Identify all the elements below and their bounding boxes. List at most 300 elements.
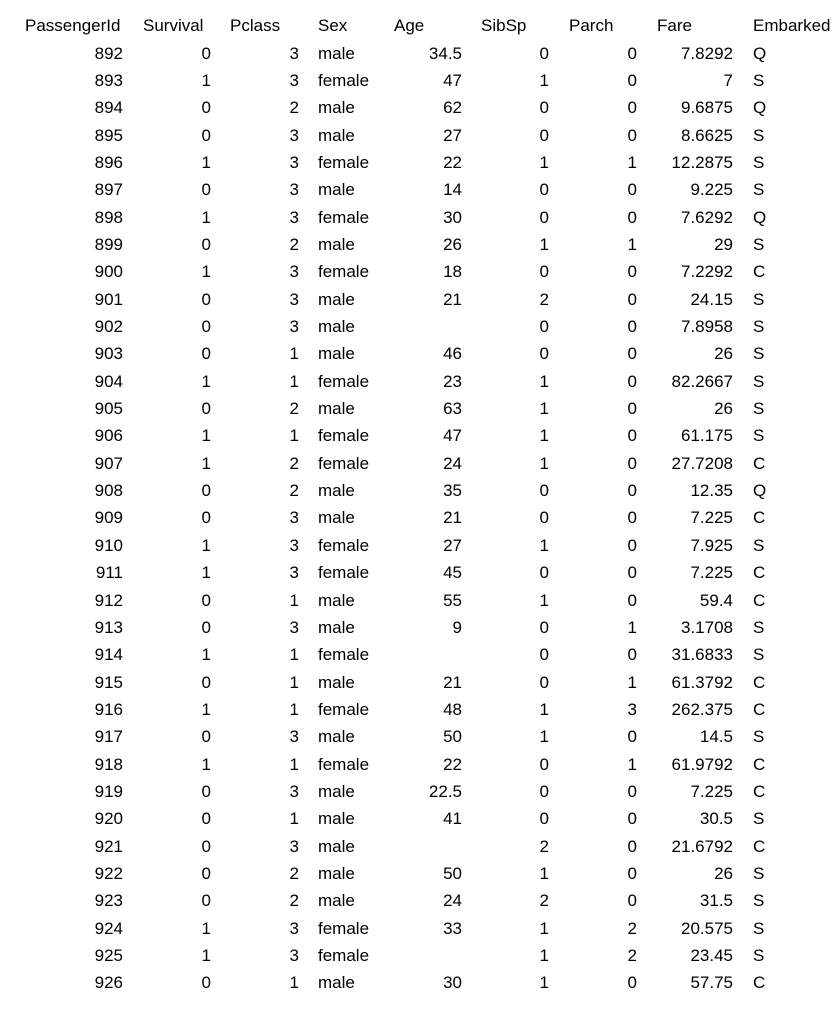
cell-pclass: 1 — [289, 973, 299, 993]
cell-embarked: C — [753, 836, 766, 856]
cell-passengerid: 892 — [94, 43, 123, 63]
cell-embarked: C — [753, 973, 766, 993]
header-parch: Parch — [569, 16, 614, 35]
cell-parch: 0 — [627, 289, 637, 309]
cell-sex: male — [318, 727, 355, 747]
cell-fare: 7.8958 — [681, 317, 733, 336]
cell-passengerid: 921 — [94, 836, 123, 856]
cell-sex: male — [318, 344, 355, 364]
table-row — [0, 751, 833, 778]
cell-fare: 26 — [714, 864, 733, 883]
cell-pclass: 3 — [289, 617, 299, 637]
cell-sibsp: 0 — [539, 262, 549, 282]
cell-embarked: S — [753, 344, 765, 364]
cell-fare: 26 — [714, 399, 733, 419]
cell-passengerid: 902 — [94, 317, 123, 336]
cell-parch: 0 — [627, 262, 637, 282]
cell-sibsp: 0 — [539, 754, 549, 774]
cell-pclass: 3 — [289, 508, 299, 528]
cell-passengerid: 914 — [94, 645, 123, 665]
cell-parch: 1 — [627, 672, 637, 692]
cell-fare: 7.8292 — [681, 43, 733, 63]
cell-age: 47 — [443, 70, 462, 90]
cell-age: 24 — [443, 453, 462, 473]
cell-embarked: C — [753, 754, 766, 774]
cell-sex: male — [318, 399, 355, 419]
cell-parch: 0 — [627, 590, 637, 610]
cell-pclass: 1 — [289, 699, 299, 719]
cell-sibsp: 2 — [539, 289, 549, 309]
cell-pclass: 3 — [289, 125, 299, 145]
cell-passengerid: 919 — [94, 781, 123, 801]
cell-pclass: 3 — [289, 152, 299, 172]
cell-fare: 12.2875 — [671, 152, 733, 172]
cell-survival: 0 — [201, 399, 211, 419]
cell-pclass: 3 — [289, 946, 299, 966]
cell-pclass: 1 — [289, 426, 299, 446]
cell-embarked: S — [753, 727, 765, 747]
cell-age: 26 — [443, 234, 462, 254]
cell-passengerid: 913 — [94, 617, 123, 637]
cell-age: 33 — [443, 918, 462, 938]
table-row — [0, 887, 833, 914]
cell-passengerid: 899 — [94, 234, 123, 254]
cell-embarked: S — [753, 125, 765, 145]
cell-survival: 1 — [201, 563, 211, 583]
cell-sex: female — [318, 70, 370, 90]
cell-sibsp: 1 — [539, 371, 549, 391]
cell-fare: 9.6875 — [681, 98, 733, 118]
cell-sibsp: 0 — [539, 43, 549, 63]
table-row — [0, 504, 833, 531]
cell-sex: male — [318, 672, 355, 692]
cell-pclass: 3 — [289, 535, 299, 555]
cell-fare: 7.6292 — [681, 207, 733, 227]
cell-embarked: S — [753, 864, 765, 883]
cell-age — [380, 641, 462, 668]
cell-age — [380, 833, 462, 860]
table-row — [0, 696, 833, 723]
cell-sex: male — [318, 836, 355, 856]
cell-embarked: S — [753, 317, 765, 336]
cell-parch: 0 — [627, 535, 637, 555]
cell-pclass: 2 — [289, 453, 299, 473]
cell-survival: 0 — [201, 98, 211, 118]
cell-survival: 1 — [201, 535, 211, 555]
cell-sex: male — [318, 180, 355, 200]
table-row — [0, 833, 833, 860]
cell-sex: female — [318, 535, 370, 555]
cell-passengerid: 920 — [94, 809, 123, 829]
cell-sibsp: 2 — [539, 836, 549, 856]
cell-fare: 21.6792 — [671, 836, 733, 856]
table-row — [0, 860, 833, 887]
cell-fare: 8.6625 — [681, 125, 733, 145]
cell-pclass: 3 — [289, 727, 299, 747]
cell-pclass: 3 — [289, 836, 299, 856]
cell-embarked: C — [753, 699, 766, 719]
cell-survival: 1 — [201, 70, 211, 90]
table-row — [0, 641, 833, 668]
cell-sibsp: 1 — [539, 152, 549, 172]
table-row — [0, 67, 833, 94]
table-row — [0, 176, 833, 203]
table-row — [0, 422, 833, 449]
cell-survival: 1 — [201, 262, 211, 282]
cell-parch: 0 — [627, 180, 637, 200]
cell-embarked: C — [753, 672, 766, 692]
cell-sex: male — [318, 317, 355, 336]
table-row — [0, 532, 833, 559]
cell-embarked: S — [753, 371, 765, 391]
cell-passengerid: 901 — [94, 289, 123, 309]
cell-embarked: S — [753, 809, 765, 829]
cell-parch: 0 — [627, 344, 637, 364]
cell-fare: 9.225 — [690, 180, 733, 200]
cell-passengerid: 917 — [94, 727, 123, 747]
table-row — [0, 231, 833, 258]
header-pclass: Pclass — [230, 16, 281, 35]
cell-parch: 0 — [627, 426, 637, 446]
table-row — [0, 669, 833, 696]
cell-passengerid: 905 — [94, 399, 123, 419]
cell-age: 50 — [443, 727, 462, 747]
cell-embarked: Q — [753, 98, 767, 118]
cell-pclass: 3 — [289, 563, 299, 583]
header-fare: Fare — [657, 16, 692, 35]
cell-embarked: C — [753, 781, 766, 801]
cell-fare: 27.7208 — [671, 453, 733, 473]
cell-fare: 61.3792 — [671, 672, 733, 692]
cell-pclass: 3 — [289, 43, 299, 63]
cell-age: 21 — [443, 672, 462, 692]
cell-survival: 1 — [201, 152, 211, 172]
table-row — [0, 805, 833, 832]
cell-passengerid: 909 — [94, 508, 123, 528]
cell-age: 50 — [443, 864, 462, 883]
cell-embarked: C — [753, 453, 766, 473]
cell-age: 34.5 — [428, 43, 462, 63]
cell-passengerid: 924 — [94, 918, 123, 938]
cell-embarked: C — [753, 590, 766, 610]
cell-fare: 7.925 — [690, 535, 733, 555]
cell-survival: 0 — [201, 508, 211, 528]
cell-pclass: 1 — [289, 645, 299, 665]
cell-age: 22 — [443, 152, 462, 172]
cell-pclass: 1 — [289, 344, 299, 364]
cell-pclass: 1 — [289, 754, 299, 774]
cell-sibsp: 0 — [539, 617, 549, 637]
cell-survival: 0 — [201, 125, 211, 145]
cell-parch: 2 — [627, 946, 637, 966]
table-row — [0, 614, 833, 641]
cell-parch: 0 — [627, 809, 637, 829]
cell-fare: 12.35 — [690, 481, 733, 501]
cell-parch: 3 — [627, 699, 637, 719]
cell-embarked: C — [753, 508, 766, 528]
cell-embarked: C — [753, 563, 766, 583]
cell-survival: 0 — [201, 43, 211, 63]
table-row — [0, 723, 833, 750]
cell-age: 22 — [443, 754, 462, 774]
cell-age: 30 — [443, 973, 462, 993]
cell-embarked: S — [753, 617, 765, 637]
cell-age — [380, 313, 462, 340]
cell-fare: 61.175 — [681, 426, 733, 446]
cell-fare: 31.6833 — [671, 645, 733, 665]
cell-sibsp: 1 — [539, 426, 549, 446]
cell-sex: male — [318, 809, 355, 829]
cell-passengerid: 896 — [94, 152, 123, 172]
cell-sibsp: 1 — [539, 699, 549, 719]
cell-fare: 23.45 — [690, 946, 733, 966]
cell-survival: 0 — [201, 973, 211, 993]
cell-survival: 1 — [201, 946, 211, 966]
cell-sibsp: 1 — [539, 399, 549, 419]
cell-parch: 0 — [627, 399, 637, 419]
cell-survival: 0 — [201, 344, 211, 364]
cell-fare: 7.225 — [690, 508, 733, 528]
cell-age: 18 — [443, 262, 462, 282]
table-row — [0, 286, 833, 313]
cell-survival: 0 — [201, 234, 211, 254]
table-row — [0, 450, 833, 477]
cell-fare: 26 — [714, 344, 733, 364]
cell-age: 46 — [443, 344, 462, 364]
cell-survival: 0 — [201, 672, 211, 692]
table-row — [0, 40, 833, 67]
cell-survival: 0 — [201, 727, 211, 747]
cell-embarked: S — [753, 234, 765, 254]
cell-fare: 7 — [723, 70, 733, 90]
header-passengerid: PassengerId — [25, 16, 121, 35]
cell-parch: 1 — [627, 234, 637, 254]
cell-pclass: 2 — [289, 864, 299, 883]
cell-sibsp: 1 — [539, 727, 549, 747]
cell-sex: male — [318, 781, 355, 801]
cell-fare: 30.5 — [699, 809, 733, 829]
table-row — [0, 258, 833, 285]
cell-sex: female — [318, 563, 370, 583]
cell-sibsp: 0 — [539, 481, 549, 501]
cell-sibsp: 0 — [539, 672, 549, 692]
cell-sibsp: 0 — [539, 508, 549, 528]
cell-parch: 0 — [627, 727, 637, 747]
cell-survival: 1 — [201, 426, 211, 446]
table-row — [0, 587, 833, 614]
table-row — [0, 94, 833, 121]
cell-parch: 0 — [627, 207, 637, 227]
cell-parch: 0 — [627, 836, 637, 856]
cell-embarked: S — [753, 891, 765, 911]
cell-sibsp: 2 — [539, 891, 549, 911]
cell-pclass: 1 — [289, 809, 299, 829]
cell-embarked: Q — [753, 207, 767, 227]
table-row — [0, 313, 833, 340]
cell-survival: 0 — [201, 891, 211, 911]
cell-sex: male — [318, 617, 355, 637]
cell-embarked: S — [753, 180, 765, 200]
cell-parch: 1 — [627, 152, 637, 172]
table-row — [0, 942, 833, 969]
cell-sibsp: 1 — [539, 590, 549, 610]
header-sex: Sex — [318, 16, 348, 35]
cell-parch: 0 — [627, 781, 637, 801]
cell-fare: 14.5 — [699, 727, 733, 747]
cell-passengerid: 918 — [94, 754, 123, 774]
cell-passengerid: 906 — [94, 426, 123, 446]
cell-sibsp: 0 — [539, 563, 549, 583]
cell-sibsp: 1 — [539, 946, 549, 966]
cell-pclass: 3 — [289, 317, 299, 336]
cell-age: 22.5 — [428, 781, 462, 801]
cell-sex: female — [318, 645, 370, 665]
cell-embarked: S — [753, 645, 765, 665]
cell-sibsp: 1 — [539, 918, 549, 938]
cell-passengerid: 915 — [94, 672, 123, 692]
cell-parch: 0 — [627, 645, 637, 665]
cell-fare: 59.4 — [699, 590, 733, 610]
table-row — [0, 204, 833, 231]
cell-pclass: 2 — [289, 891, 299, 911]
cell-age: 63 — [443, 399, 462, 419]
cell-parch: 2 — [627, 918, 637, 938]
cell-sex: male — [318, 98, 355, 118]
cell-embarked: S — [753, 70, 765, 90]
cell-sex: female — [318, 918, 370, 938]
cell-age: 23 — [443, 371, 462, 391]
cell-pclass: 3 — [289, 289, 299, 309]
cell-survival: 0 — [201, 781, 211, 801]
cell-pclass: 3 — [289, 207, 299, 227]
cell-survival: 0 — [201, 180, 211, 200]
cell-sibsp: 0 — [539, 125, 549, 145]
cell-survival: 1 — [201, 453, 211, 473]
cell-sibsp: 0 — [539, 781, 549, 801]
cell-passengerid: 912 — [94, 590, 123, 610]
cell-sibsp: 0 — [539, 344, 549, 364]
cell-embarked: S — [753, 426, 765, 446]
cell-sibsp: 0 — [539, 809, 549, 829]
cell-embarked: S — [753, 152, 765, 172]
cell-passengerid: 910 — [94, 535, 123, 555]
cell-pclass: 3 — [289, 262, 299, 282]
cell-age: 45 — [443, 563, 462, 583]
cell-pclass: 2 — [289, 399, 299, 419]
cell-embarked: C — [753, 262, 766, 282]
cell-survival: 0 — [201, 809, 211, 829]
cell-sex: male — [318, 973, 355, 993]
cell-age: 55 — [443, 590, 462, 610]
cell-sibsp: 0 — [539, 317, 549, 336]
cell-passengerid: 903 — [94, 344, 123, 364]
cell-parch: 1 — [627, 617, 637, 637]
cell-parch: 0 — [627, 371, 637, 391]
cell-passengerid: 922 — [94, 864, 123, 883]
cell-passengerid: 907 — [94, 453, 123, 473]
cell-parch: 0 — [627, 864, 637, 883]
cell-parch: 0 — [627, 973, 637, 993]
cell-sex: female — [318, 426, 370, 446]
cell-passengerid: 926 — [94, 973, 123, 993]
cell-sex: male — [318, 43, 355, 63]
cell-age: 48 — [443, 699, 462, 719]
cell-survival: 0 — [201, 481, 211, 501]
cell-parch: 0 — [627, 98, 637, 118]
cell-sibsp: 0 — [539, 207, 549, 227]
cell-sibsp: 1 — [539, 864, 549, 883]
cell-sex: male — [318, 481, 355, 501]
table-row — [0, 340, 833, 367]
cell-sibsp: 1 — [539, 453, 549, 473]
cell-fare: 29 — [714, 234, 733, 254]
cell-sex: male — [318, 590, 355, 610]
cell-pclass: 1 — [289, 371, 299, 391]
cell-age: 27 — [443, 125, 462, 145]
cell-passengerid: 895 — [94, 125, 123, 145]
cell-passengerid: 925 — [94, 946, 123, 966]
cell-sex: male — [318, 864, 355, 883]
cell-embarked: S — [753, 399, 765, 419]
cell-survival: 0 — [201, 289, 211, 309]
cell-survival: 1 — [201, 207, 211, 227]
table-row — [0, 477, 833, 504]
cell-pclass: 3 — [289, 180, 299, 200]
cell-parch: 0 — [627, 508, 637, 528]
header-embarked: Embarked — [753, 16, 831, 35]
table-row — [0, 915, 833, 942]
cell-sex: female — [318, 207, 370, 227]
cell-sibsp: 0 — [539, 645, 549, 665]
cell-sex: female — [318, 946, 370, 966]
cell-sex: female — [318, 453, 370, 473]
cell-fare: 3.1708 — [681, 617, 733, 637]
cell-passengerid: 898 — [94, 207, 123, 227]
cell-parch: 0 — [627, 43, 637, 63]
cell-age: 30 — [443, 207, 462, 227]
cell-fare: 82.2667 — [671, 371, 733, 391]
cell-survival: 1 — [201, 645, 211, 665]
cell-survival: 1 — [201, 918, 211, 938]
cell-passengerid: 900 — [94, 262, 123, 282]
cell-survival: 0 — [201, 864, 211, 883]
cell-fare: 57.75 — [690, 973, 733, 993]
cell-fare: 7.225 — [690, 563, 733, 583]
cell-age: 41 — [443, 809, 462, 829]
cell-sibsp: 1 — [539, 234, 549, 254]
table-row — [0, 395, 833, 422]
cell-parch: 0 — [627, 563, 637, 583]
cell-survival: 0 — [201, 590, 211, 610]
cell-sex: male — [318, 289, 355, 309]
table-row — [0, 122, 833, 149]
cell-age: 62 — [443, 98, 462, 118]
cell-sex: female — [318, 152, 370, 172]
header-age: Age — [394, 16, 425, 35]
cell-sex: male — [318, 125, 355, 145]
header-sibsp: SibSp — [481, 16, 527, 35]
cell-sex: male — [318, 891, 355, 911]
cell-parch: 0 — [627, 891, 637, 911]
cell-passengerid: 904 — [94, 371, 123, 391]
cell-sibsp: 0 — [539, 180, 549, 200]
cell-age: 14 — [443, 180, 462, 200]
cell-survival: 0 — [201, 617, 211, 637]
cell-survival: 0 — [201, 836, 211, 856]
cell-fare: 7.2292 — [681, 262, 733, 282]
header-survival: Survival — [143, 16, 204, 35]
cell-parch: 0 — [627, 453, 637, 473]
